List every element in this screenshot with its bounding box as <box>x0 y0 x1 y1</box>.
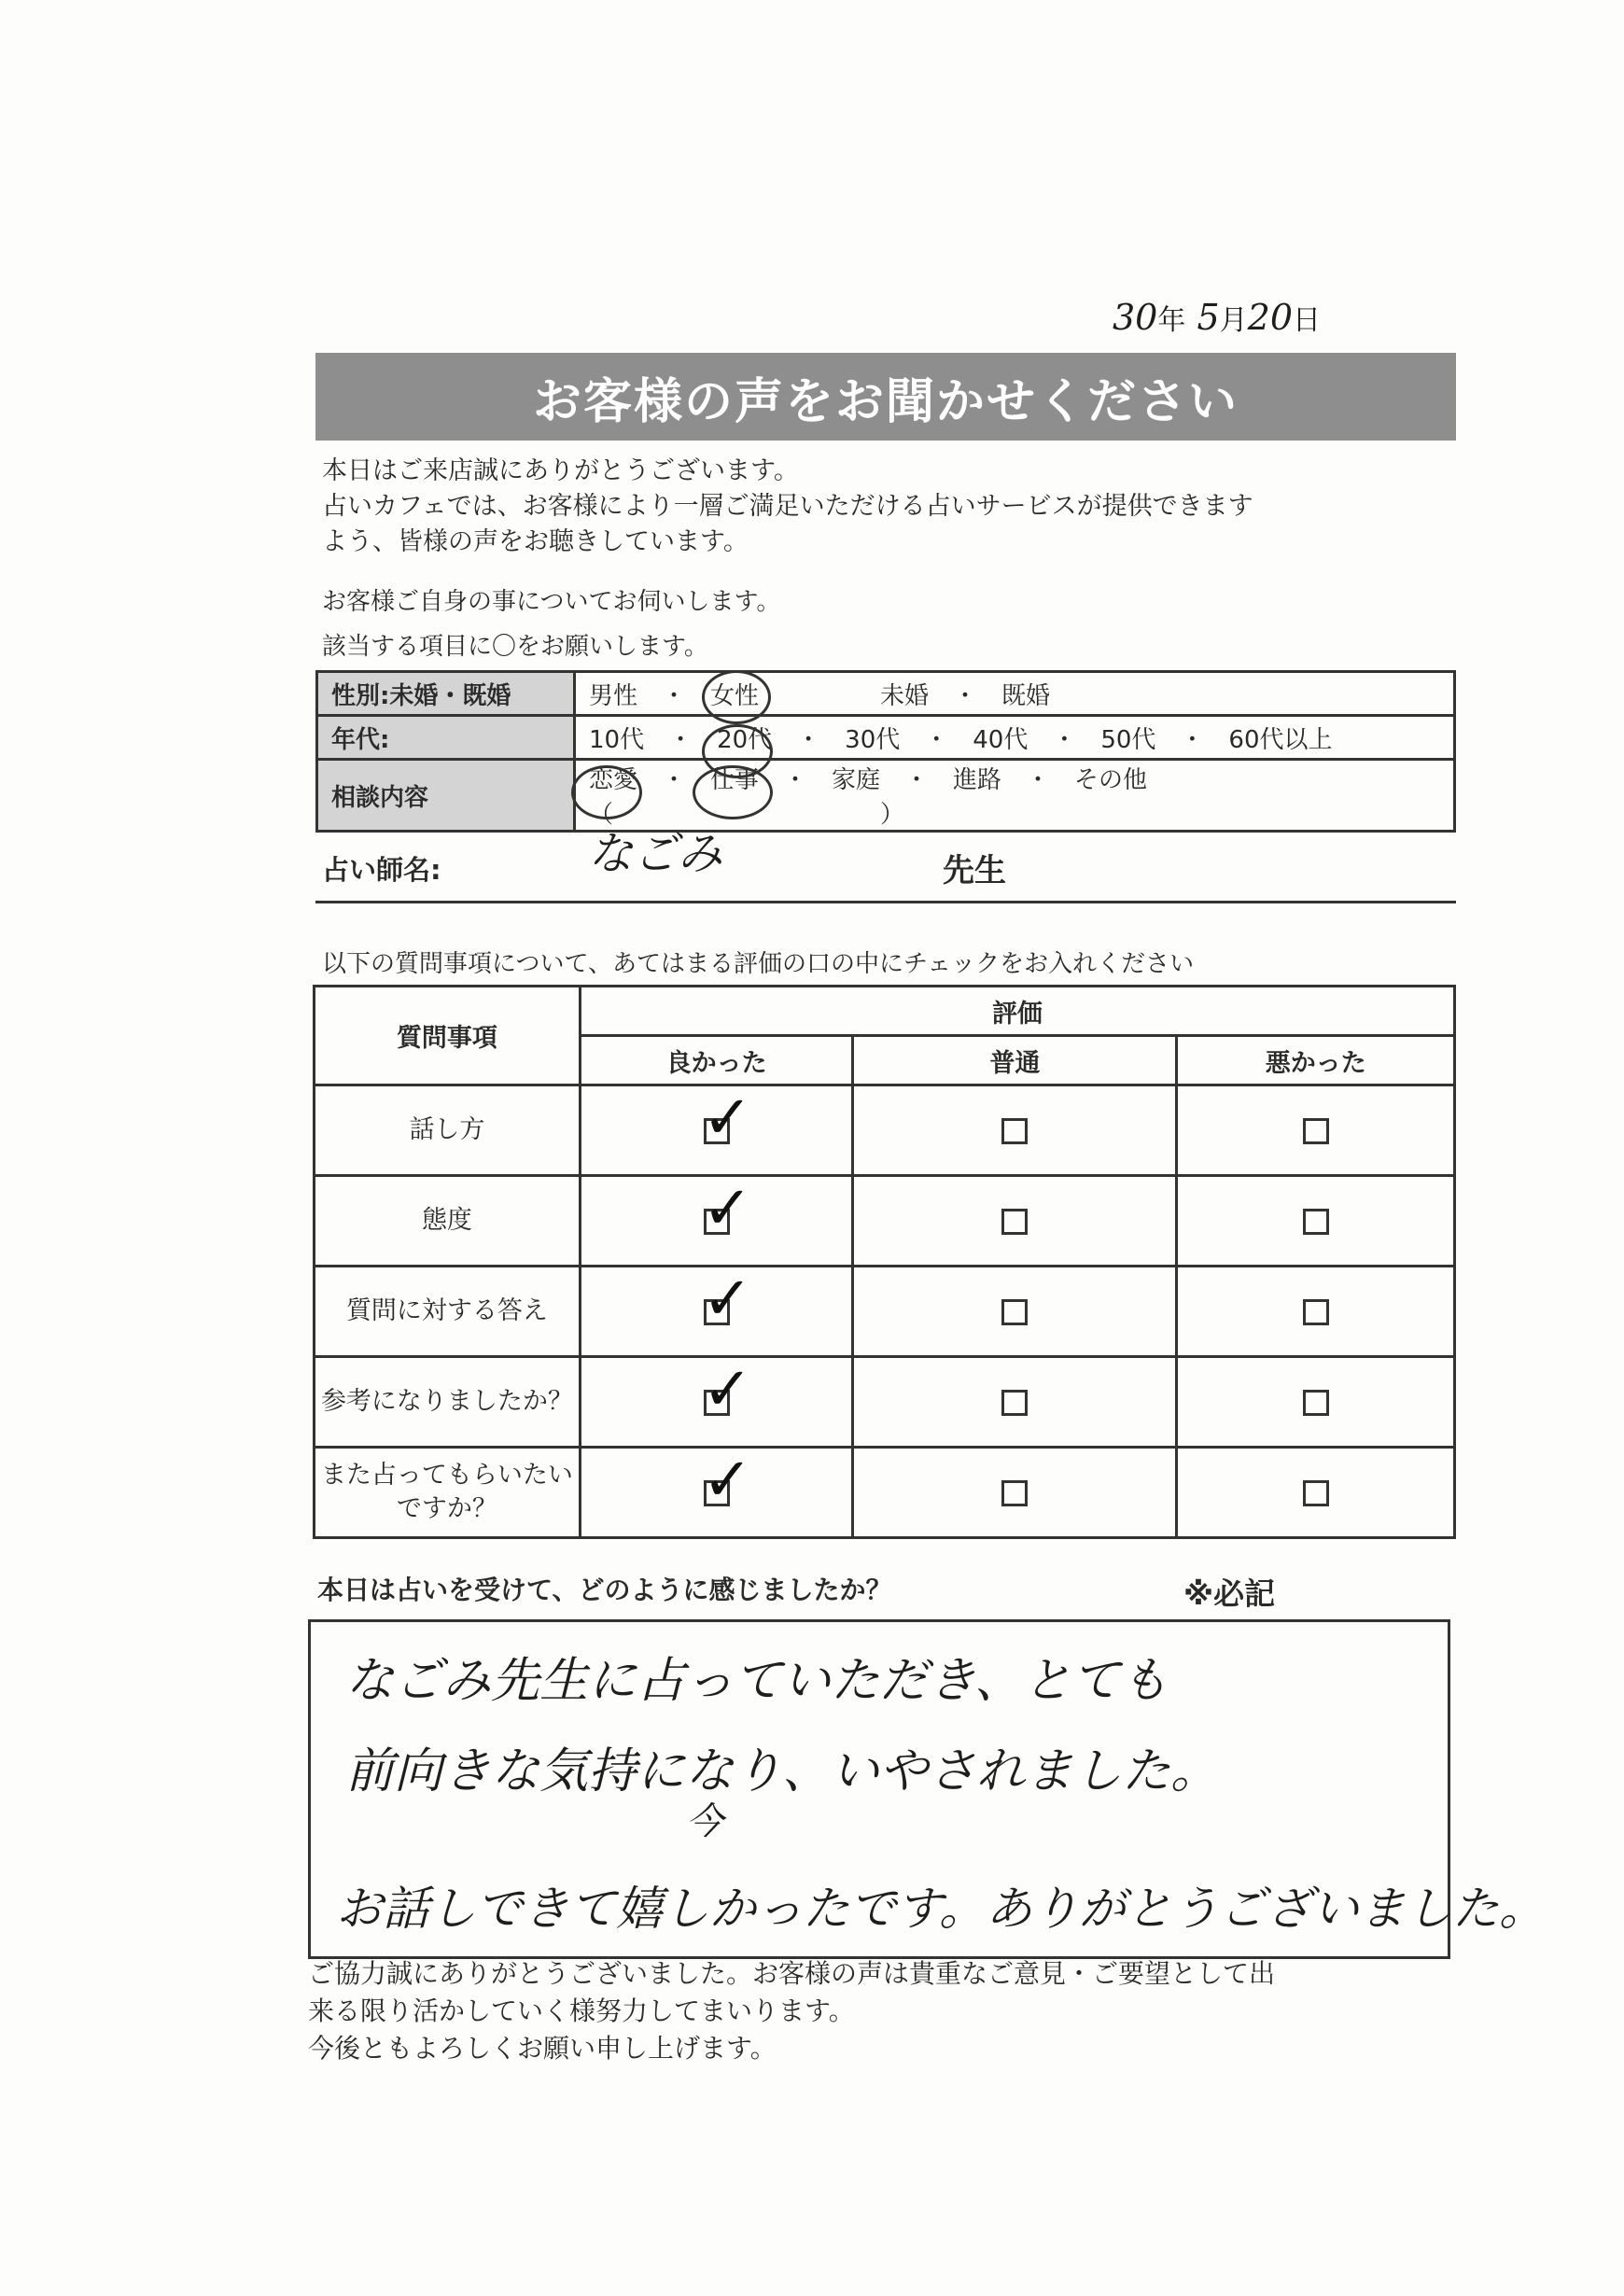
rating-row <box>315 1357 1455 1448</box>
checkbox-good[interactable] <box>702 1174 753 1243</box>
survey-title: お客様の声をお聞かせください <box>315 353 1456 441</box>
check-mark: ✓ <box>702 1084 753 1153</box>
check-mark: ✓ <box>702 1446 753 1515</box>
checkbox-bad[interactable] <box>1303 1480 1329 1506</box>
circle-prompt: 該当する項目に〇をお願いします。 <box>322 633 708 661</box>
checkbox-bad[interactable] <box>1303 1118 1329 1144</box>
question-header: 質問事項 <box>315 987 581 1085</box>
profile-row-age <box>317 716 1455 760</box>
column-normal: 普通 <box>853 1036 1177 1085</box>
date-month-unit: 月 <box>1219 304 1248 337</box>
rating-row <box>315 1085 1455 1176</box>
checkbox-bad[interactable] <box>1303 1299 1329 1325</box>
date-year: 30 <box>1113 297 1158 338</box>
rating-question: 話し方 <box>315 1085 581 1176</box>
rating-question: 参考になりましたか？ <box>315 1357 581 1448</box>
fortune-teller-suffix: 先生 <box>943 852 1006 889</box>
outro-line: 来る限り活かしていく様努力してまいります。 <box>308 1995 855 2026</box>
rating-question: 質問に対する答え <box>315 1267 581 1357</box>
evaluation-header: 評価 <box>580 987 1454 1036</box>
rating-question: また占ってもらいたいですか？ <box>315 1448 581 1538</box>
profile-label: 年代: <box>317 716 575 760</box>
intro-line: 本日はご来店誠にありがとうございます。 <box>322 456 799 485</box>
survey-date <box>1113 297 1421 353</box>
selected-love-circle <box>571 765 642 819</box>
checkbox-normal[interactable] <box>1001 1480 1028 1506</box>
column-bad: 悪かった <box>1177 1036 1455 1085</box>
profile-options[interactable]: 恋愛 ・ 仕事 ・ 家庭 ・ 進路 ・ その他（ ） <box>575 760 1455 832</box>
profile-row-gender <box>317 672 1455 716</box>
checkbox-bad[interactable] <box>1303 1209 1329 1235</box>
checkbox-good[interactable] <box>702 1355 753 1424</box>
checkbox-normal[interactable] <box>1001 1209 1028 1235</box>
fortune-teller-line <box>315 863 1456 903</box>
profile-row-topic <box>317 760 1455 832</box>
selected-female-circle <box>702 670 771 724</box>
rating-row <box>315 1176 1455 1267</box>
check-mark: ✓ <box>702 1265 753 1334</box>
checkbox-good[interactable] <box>702 1446 753 1515</box>
rating-question: 態度 <box>315 1176 581 1267</box>
check-mark: ✓ <box>702 1355 753 1424</box>
intro-line: 占いカフェでは、お客様により一層ご満足いただける占いサービスが提供できます <box>322 492 1253 521</box>
check-mark: ✓ <box>702 1174 753 1243</box>
comment-line: お話しできて嬉しかったです。ありがとうございました。 <box>336 1882 1546 1936</box>
checkbox-good[interactable] <box>702 1084 753 1153</box>
intro-text <box>322 454 1461 560</box>
date-day: 20 <box>1247 297 1293 338</box>
profile-table <box>315 670 1456 833</box>
profile-label: 性別:未婚・既婚 <box>317 672 575 716</box>
comment-line: なごみ先生に占っていただき、とても <box>345 1653 1169 1709</box>
checkbox-good[interactable] <box>702 1265 753 1334</box>
intro-line: よう、皆様の声をお聴きしています。 <box>322 527 749 556</box>
selected-work-circle <box>693 765 773 819</box>
profile-options[interactable]: 10代 ・ 20代 ・ 30代 ・ 40代 ・ 50代 ・ 60代以上 <box>575 716 1455 760</box>
rating-table <box>313 985 1456 1539</box>
impression-prompt: 本日は占いを受けて、どのように感じましたか？ <box>317 1575 892 1605</box>
about-prompt: お客様ご自身の事についてお伺いします。 <box>322 588 781 616</box>
rating-row <box>315 1267 1455 1357</box>
outro-text <box>308 1955 1456 2067</box>
comment-line: 前向きな気持になり、いやされました。 <box>345 1743 1220 1799</box>
checkbox-normal[interactable] <box>1001 1299 1028 1325</box>
comment-line: 今 <box>686 1800 723 1843</box>
checkbox-normal[interactable] <box>1001 1390 1028 1416</box>
fortune-teller-name[interactable]: なごみ <box>588 828 723 880</box>
checkbox-normal[interactable] <box>1001 1118 1028 1144</box>
date-month: 5 <box>1197 297 1220 338</box>
rating-row <box>315 1448 1455 1538</box>
rating-prompt: 以下の質問事項について、あてはまる評価の口の中にチェックをお入れください <box>322 950 1195 978</box>
profile-label: 相談内容 <box>317 760 575 832</box>
outro-line: ご協力誠にありがとうございました。お客様の声は貴重なご意見・ご要望として出 <box>308 1958 1276 1989</box>
checkbox-bad[interactable] <box>1303 1390 1329 1416</box>
column-good: 良かった <box>580 1036 853 1085</box>
date-day-unit: 日 <box>1293 304 1321 337</box>
required-note: ※必記 <box>1183 1575 1276 1612</box>
fortune-teller-label: 占い師名: <box>322 854 441 886</box>
outro-line: 今後ともよろしくお願い申し上げます。 <box>308 2033 777 2064</box>
date-year-unit: 年 <box>1157 304 1186 337</box>
profile-options[interactable]: 男性 ・ 女性 未婚 ・ 既婚 <box>575 672 1455 716</box>
